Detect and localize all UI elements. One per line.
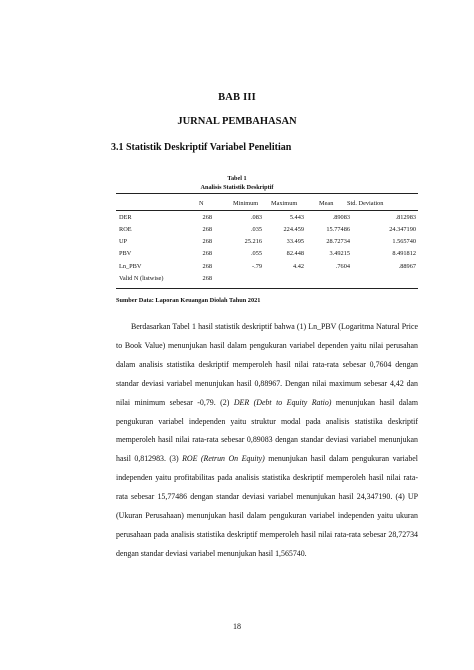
cell-maximum: 82.448 <box>286 250 304 257</box>
table-row <box>0 250 474 260</box>
cell-std-deviation: 24.347190 <box>389 226 416 233</box>
cell-maximum: 4.42 <box>292 263 304 270</box>
cell-mean: .89083 <box>332 214 350 221</box>
cell-maximum: 33.495 <box>286 238 304 245</box>
paragraph-italic-term: DER (Debt to Equity Ratio) <box>233 397 332 407</box>
cell-mean: 15.77486 <box>326 226 350 233</box>
row-label: UP <box>119 238 128 245</box>
cell-minimum: .035 <box>250 226 262 233</box>
row-label: Valid N (listwise) <box>119 275 164 282</box>
table-row <box>0 275 474 285</box>
table-top-rule <box>116 193 418 194</box>
header-minimum: Minimum <box>233 200 259 207</box>
cell-mean: 3.49215 <box>329 250 350 257</box>
cell-n: 268 <box>202 275 212 282</box>
paragraph-text: menunjukan hasil dalam pengukuran variabel independen yaitu profitabilitas pada analisis statistika deskriptif memperoleh hasil nilai rata-rata sebesar 15,77486 dengan standar deviasi variabel menunjukan hasil 24,347190. (4) UP (Ukuran Perusahaan) menunjukan hasil dalam pengukuran variabel independen yaitu ukuran perusahaan pada analisis statistika deskriptif memperoleh hasil nilai rata-rata sebesar 28,72734 dengan standar deviasi variabel menunjukan hasil 1,565740. <box>116 454 418 558</box>
header-std-deviation: Std. Deviation <box>347 200 384 207</box>
table-label: Tabel 1 <box>227 175 247 182</box>
chapter-subtitle: JURNAL PEMBAHASAN <box>177 116 297 127</box>
header-mean: Mean <box>319 200 334 207</box>
cell-n: 268 <box>202 226 212 233</box>
page-number: 18 <box>233 622 241 631</box>
body-paragraph <box>116 318 418 564</box>
cell-n: 268 <box>202 263 212 270</box>
cell-mean: 28.72734 <box>326 238 350 245</box>
chapter-heading: BAB III <box>218 92 256 103</box>
cell-n: 268 <box>202 214 212 221</box>
header-maximum: Maximum <box>271 200 298 207</box>
table-row <box>0 263 474 273</box>
table-header-rule <box>116 210 418 211</box>
cell-std-deviation: 1.565740 <box>392 238 416 245</box>
table-source: Sumber Data: Laporan Keuangan Diolah Tahun 2021 <box>116 297 261 304</box>
table-row <box>0 226 474 236</box>
row-label: ROE <box>119 226 132 233</box>
cell-minimum: .055 <box>250 250 262 257</box>
paragraph-text: menunjukan hasil dalam pengukuran variabel independen yaitu struktur modal pada analisis statistika deskriptif memperoleh hasil nilai rata-rata sebesar 0,89083 dengan standar deviasi variabel menunjukan hasil 0,812983. (3) <box>116 397 419 464</box>
row-label: PBV <box>119 250 132 257</box>
cell-n: 268 <box>202 250 212 257</box>
cell-maximum: 5.443 <box>289 214 304 221</box>
table-row <box>0 238 474 248</box>
paragraph-italic-term: ROE (Retrun On Equity) <box>182 454 265 464</box>
cell-std-deviation: .88967 <box>398 263 416 270</box>
paragraph-text: Berdasarkan Tabel 1 hasil statistik deskriptif bahwa (1) Ln_PBV (Logaritma Natural Price to Book Value) menunjukan hasil dalam pengukuran variabel dependen yaitu nilai perusahan dalam analisis statistika deskriptif memperoleh hasil nilai rata-rata sebesar 0,7604 dengan standar deviasi variabel menunjukan hasil 0,88967. Dengan nilai maximum sebesar 4,42 dan nilai minimum sebesar -0,79. (2) <box>116 322 418 407</box>
table-title: Analisis Statistik Deskriptif <box>200 184 274 191</box>
table-header-row <box>0 200 474 210</box>
cell-maximum: 224.459 <box>283 226 304 233</box>
section-heading: 3.1 Statistik Deskriptif Variabel Penelitian <box>111 142 292 153</box>
cell-std-deviation: 8.491812 <box>392 250 416 257</box>
header-n: N <box>199 200 204 207</box>
cell-mean: .7604 <box>335 263 350 270</box>
cell-minimum: -.79 <box>252 263 262 270</box>
cell-minimum: .083 <box>250 214 262 221</box>
table-bottom-rule <box>116 288 418 289</box>
cell-minimum: 25.216 <box>244 238 262 245</box>
cell-std-deviation: .812983 <box>395 214 416 221</box>
cell-n: 268 <box>202 238 212 245</box>
row-label: Ln_PBV <box>119 263 142 270</box>
row-label: DER <box>119 214 132 221</box>
table-row <box>0 214 474 224</box>
